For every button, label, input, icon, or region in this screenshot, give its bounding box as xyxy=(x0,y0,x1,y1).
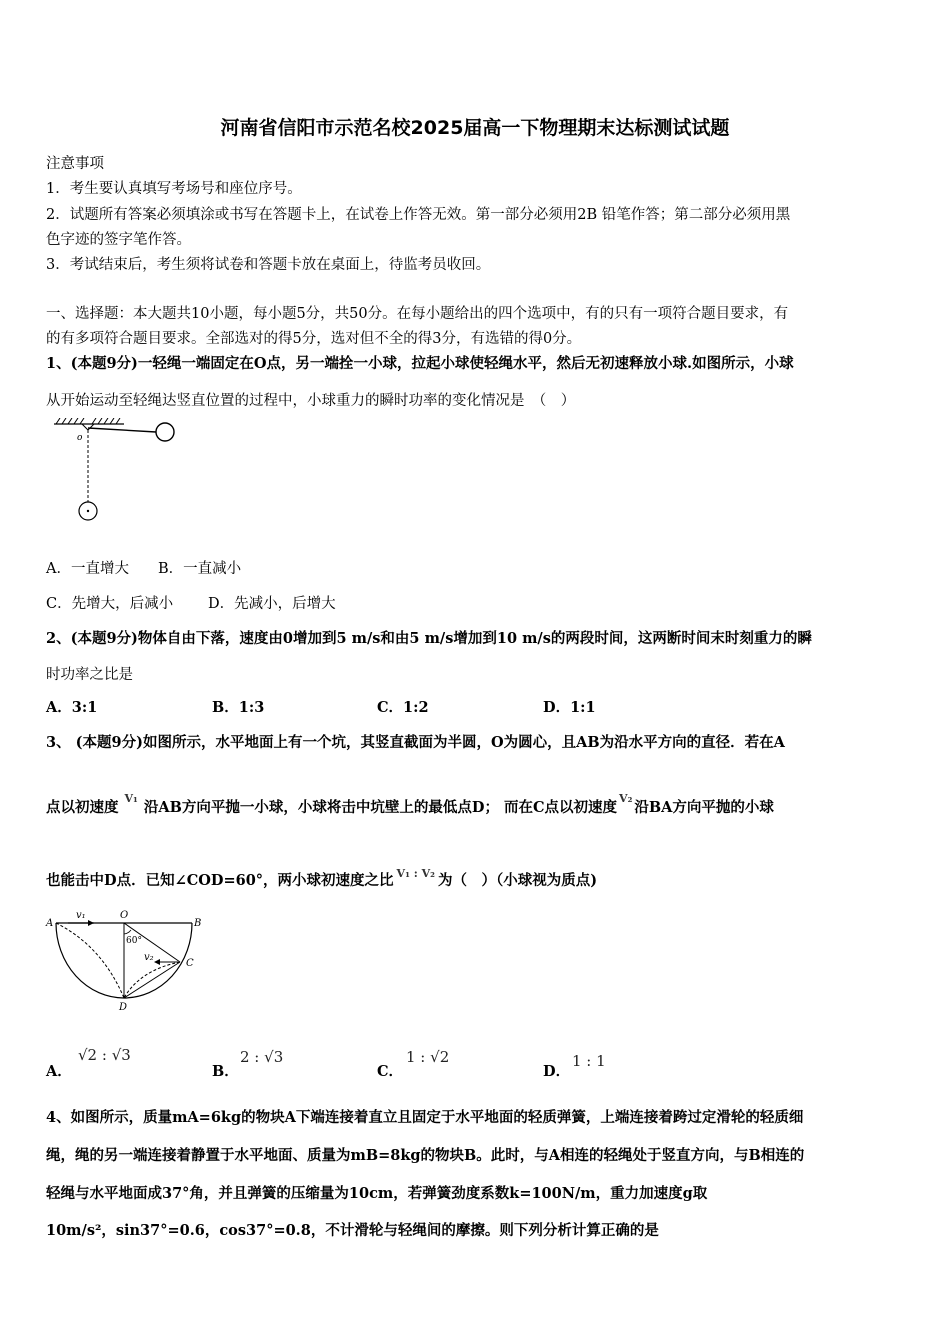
v2-symbol: V₂ xyxy=(619,792,633,805)
notice-item: 2．试题所有答案必须填涂或书写在答题卡上，在试卷上作答无效。第一部分必须用2B 铅笔作答；第二部分必须用黑 xyxy=(46,207,791,223)
q3-option-b-value: 2 : √3 xyxy=(240,1048,284,1066)
semicircle-pit-figure xyxy=(44,906,214,1018)
question-4-text: 轻绳与水平地面成37°角，并且弹簧的压缩量为10cm，若弹簧劲度系数k=100N/m，重力加速度g取 xyxy=(46,1185,708,1202)
q2-option-a: A．3:1 xyxy=(46,699,98,716)
q2-option-b: B．1:3 xyxy=(212,699,265,716)
question-4-text: 10m/s²，sin37°=0.6，cos37°=0.8，不计滑轮与轻绳间的摩擦。则下列分析计算正确的是 xyxy=(46,1222,659,1239)
notice-heading: 注意事项 xyxy=(46,156,104,172)
pendulum-figure xyxy=(50,418,185,526)
question-4-text: 绳，绳的另一端连接着静置于水平地面、质量为mB=8kg的物块B。此时，与A相连的轻绳处于竖直方向，与B相连的 xyxy=(46,1147,805,1164)
question-3-text: 3、 (本题9分)如图所示，水平地面上有一个坑，其竖直截面为半圆，O为圆心，且AB为沿水平方向的直径．若在A xyxy=(46,734,785,751)
section-intro: 一、选择题：本大题共10小题，每小题5分，共50分。在每小题给出的四个选项中，有的只有一项符合题目要求，有 xyxy=(46,306,789,322)
ratio-symbol: V₁ : V₂ xyxy=(396,867,435,880)
question-2-text: 2、(本题9分)物体自由下落，速度由0增加到5 m/s和由5 m/s增加到10 m/s的两段时间，这两断时间末时刻重力的瞬 xyxy=(46,630,812,647)
v1-label: v₁ xyxy=(76,910,86,921)
point-c-label: C xyxy=(186,958,194,969)
q3-option-c-value: 1 : √2 xyxy=(406,1048,450,1066)
page-title: 河南省信阳市示范名校2025届高一下物理期末达标测试试题 xyxy=(220,117,730,139)
point-o-label: o xyxy=(77,433,83,443)
point-d-label: D xyxy=(119,1002,128,1013)
q2-option-d: D．1:1 xyxy=(543,699,596,716)
point-o-label: O xyxy=(120,910,129,921)
question-1-text: 从开始运动至轻绳达竖直位置的过程中，小球重力的瞬时功率的变化情况是 （ ） xyxy=(46,393,576,409)
notice-item: 色字迹的签字笔作答。 xyxy=(46,232,191,248)
q3-option-d-label: D． xyxy=(543,1063,571,1080)
q1-option-a: A．一直增大 xyxy=(46,561,129,577)
q3-option-c-label: C． xyxy=(377,1063,404,1080)
q1-option-b: B．一直减小 xyxy=(158,561,242,577)
question-3-text: 也能击中D点．已知∠COD=60°，两小球初速度之比 $^{V_1 : V_2}$ 为（ ）（小球视为质点) xyxy=(46,867,598,889)
q3-option-a-value: √2 : √3 xyxy=(78,1046,131,1064)
notice-item: 3．考试结束后，考生须将试卷和答题卡放在桌面上，待监考员收回。 xyxy=(46,257,491,273)
v2-label: v₂ xyxy=(144,952,154,963)
point-a-label: A xyxy=(46,918,54,929)
q1-option-c: C．先增大，后减小 xyxy=(46,596,174,612)
section-intro: 的有多项符合题目要求。全部选对的得5分，选对但不全的得3分，有选错的得0分。 xyxy=(46,331,582,347)
q1-option-d: D．先减小，后增大 xyxy=(208,596,336,612)
notice-item: 1．考生要认真填写考场号和座位序号。 xyxy=(46,181,302,197)
question-2-text: 时功率之比是 xyxy=(46,667,133,683)
q2-option-c: C．1:2 xyxy=(377,699,429,716)
v1-symbol: V₁ xyxy=(124,792,138,805)
q3-option-a-label: A． xyxy=(46,1063,72,1080)
q3-option-d-value: 1 : 1 xyxy=(572,1052,606,1070)
question-4-text: 4、如图所示，质量mA=6kg的物块A下端连接着直立且固定于水平地面的轻质弹簧，上端连接着跨过定滑轮的轻质细 xyxy=(46,1109,804,1126)
point-b-label: B xyxy=(194,918,202,929)
q3-option-b-label: B． xyxy=(212,1063,239,1080)
question-1-text: 1、(本题9分)一轻绳一端固定在O点，另一端拴一小球，拉起小球使轻绳水平，然后无初速释放小球.如图所示，小球 xyxy=(46,355,794,372)
question-3-text: 点以初速度$^{V_1}$沿AB方向平抛一小球，小球将击中坑壁上的最低点D； 而在C点以初速度$^{V_2}$沿BA方向平抛的小球 xyxy=(46,792,774,816)
angle-label: 60° xyxy=(126,936,142,946)
